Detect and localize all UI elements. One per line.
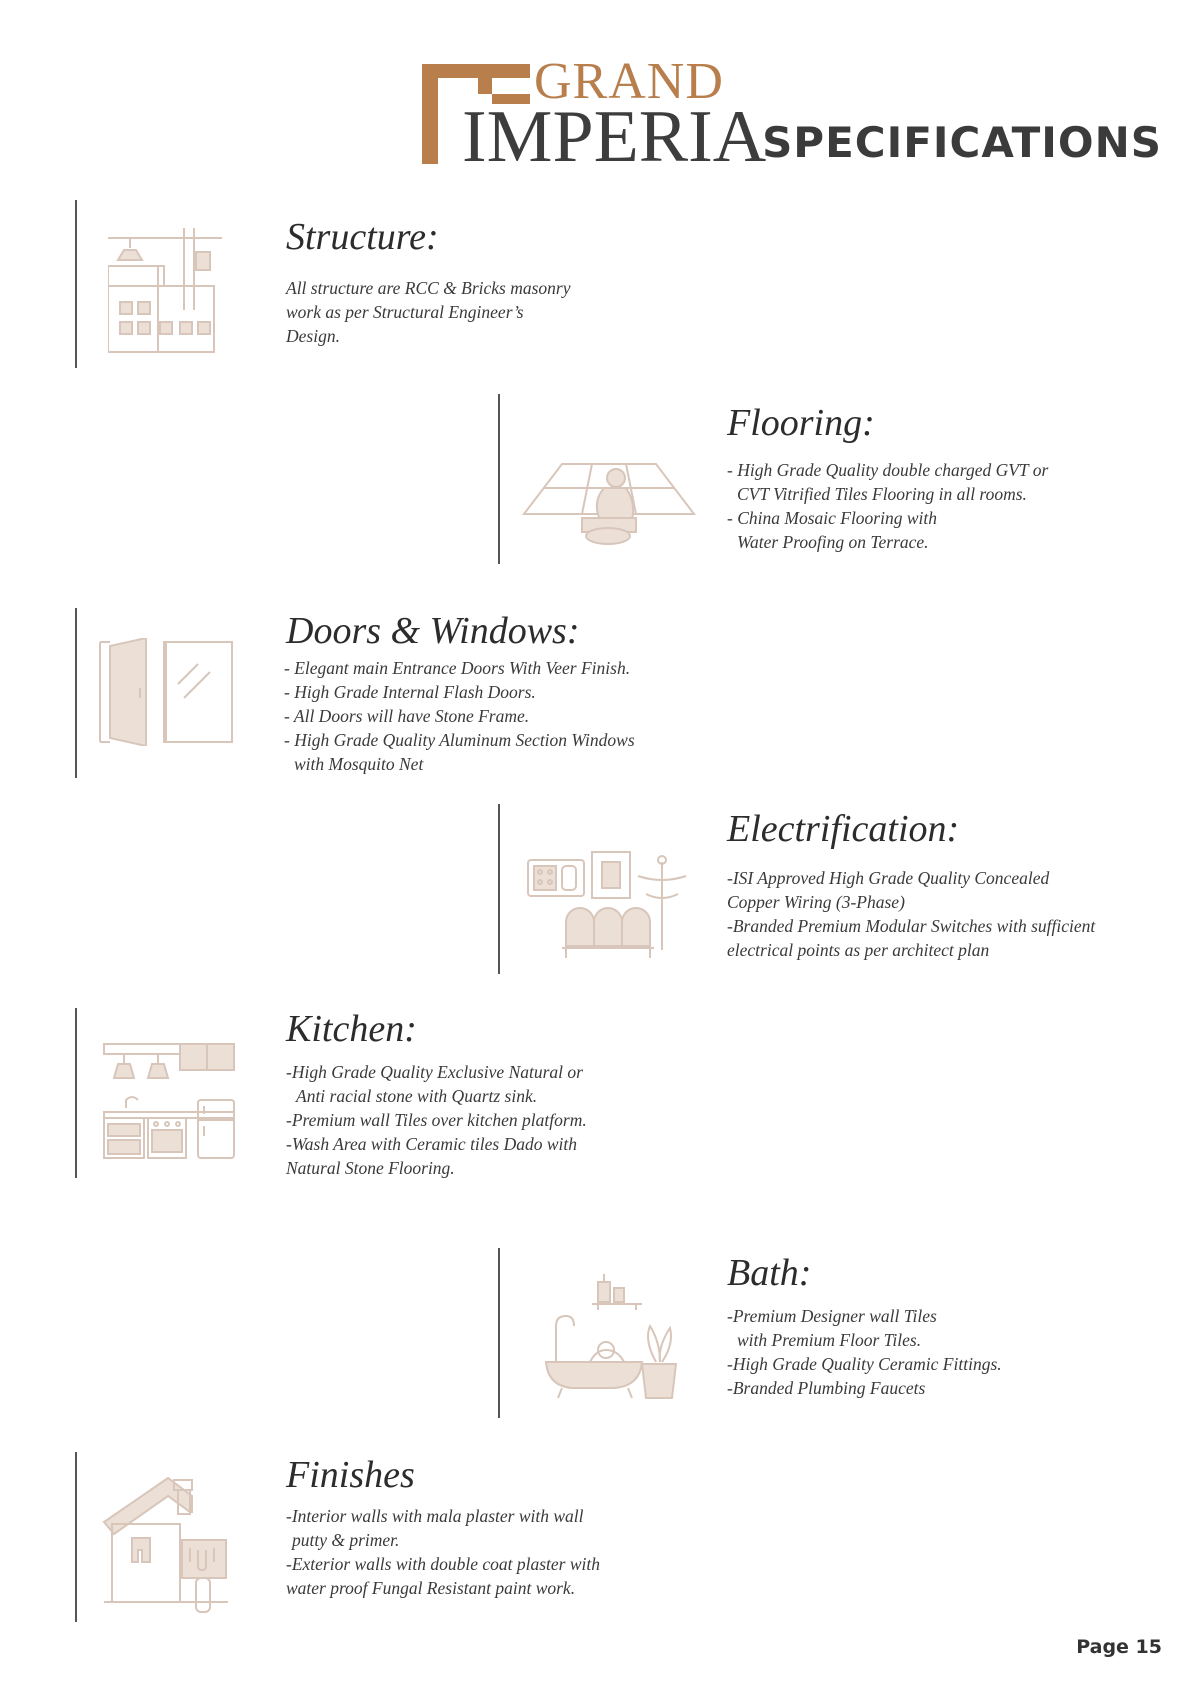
section-title-flooring: Flooring: [727, 402, 875, 444]
section-body-finishes: -Interior walls with mala plaster with wall putty & primer. -Exterior walls with double coat plaster with water proof Fungal Resistant paint work. [286, 1506, 601, 1598]
section-title-bath: Bath: [727, 1252, 812, 1294]
divider-kitchen [75, 1008, 77, 1178]
logo-text-grand: GRAND [534, 53, 724, 110]
section-title-doors-windows: Doors & Windows: [286, 610, 580, 652]
divider-structure [75, 200, 77, 368]
divider-doors-windows [75, 608, 77, 778]
divider-electrification [498, 804, 500, 974]
section-title-kitchen: Kitchen: [286, 1008, 417, 1050]
section-body-kitchen: -High Grade Quality Exclusive Natural or Anti racial stone with Quartz sink. -Premium wall Tiles over kitchen platform. -Wash Area with Ceramic tiles Dado with Natural Stone Flooring. [286, 1062, 587, 1178]
section-body-electrification: -ISI Approved High Grade Quality Concealed Copper Wiring (3-Phase) -Branded Premium Modular Switches with sufficient electrical points as per architect plan [727, 868, 1096, 960]
section-body-bath: -Premium Designer wall Tiles with Premium Floor Tiles. -High Grade Quality Ceramic Fittings. -Branded Plumbing Faucets [727, 1306, 1002, 1398]
section-title-structure: Structure: [286, 216, 439, 258]
brand-logo [422, 53, 767, 178]
divider-bath [498, 1248, 500, 1418]
divider-finishes [75, 1452, 77, 1622]
logo-text-imperia: IMPERIA [462, 96, 767, 178]
section-body-structure: All structure are RCC & Bricks masonry work as per Structural Engineer’s Design. [286, 278, 571, 346]
section-title-finishes: Finishes [286, 1454, 415, 1496]
door-window-icon [98, 638, 234, 746]
section-title-electrification: Electrification: [727, 808, 960, 850]
tile-laying-worker-icon [522, 462, 696, 548]
house-paint-icon [102, 1476, 232, 1614]
kitchen-icon [102, 1042, 236, 1162]
section-body-flooring: - High Grade Quality double charged GVT or CVT Vitrified Tiles Flooring in all rooms. - China Mosaic Flooring with Water Proofing on Terrace. [727, 460, 1049, 552]
page-heading: SPECIFICATIONS [762, 118, 1162, 167]
page-number: Page 15 [1076, 1636, 1162, 1658]
bathtub-icon [542, 1270, 678, 1400]
construction-icon [108, 226, 228, 354]
electrical-fittings-icon [526, 850, 692, 962]
section-body-doors-windows: - Elegant main Entrance Doors With Veer Finish. - High Grade Internal Flash Doors. - All Doors will have Stone Frame. - High Grade Quality Aluminum Section Windows with Mosquito Net [284, 658, 635, 774]
divider-flooring [498, 394, 500, 564]
